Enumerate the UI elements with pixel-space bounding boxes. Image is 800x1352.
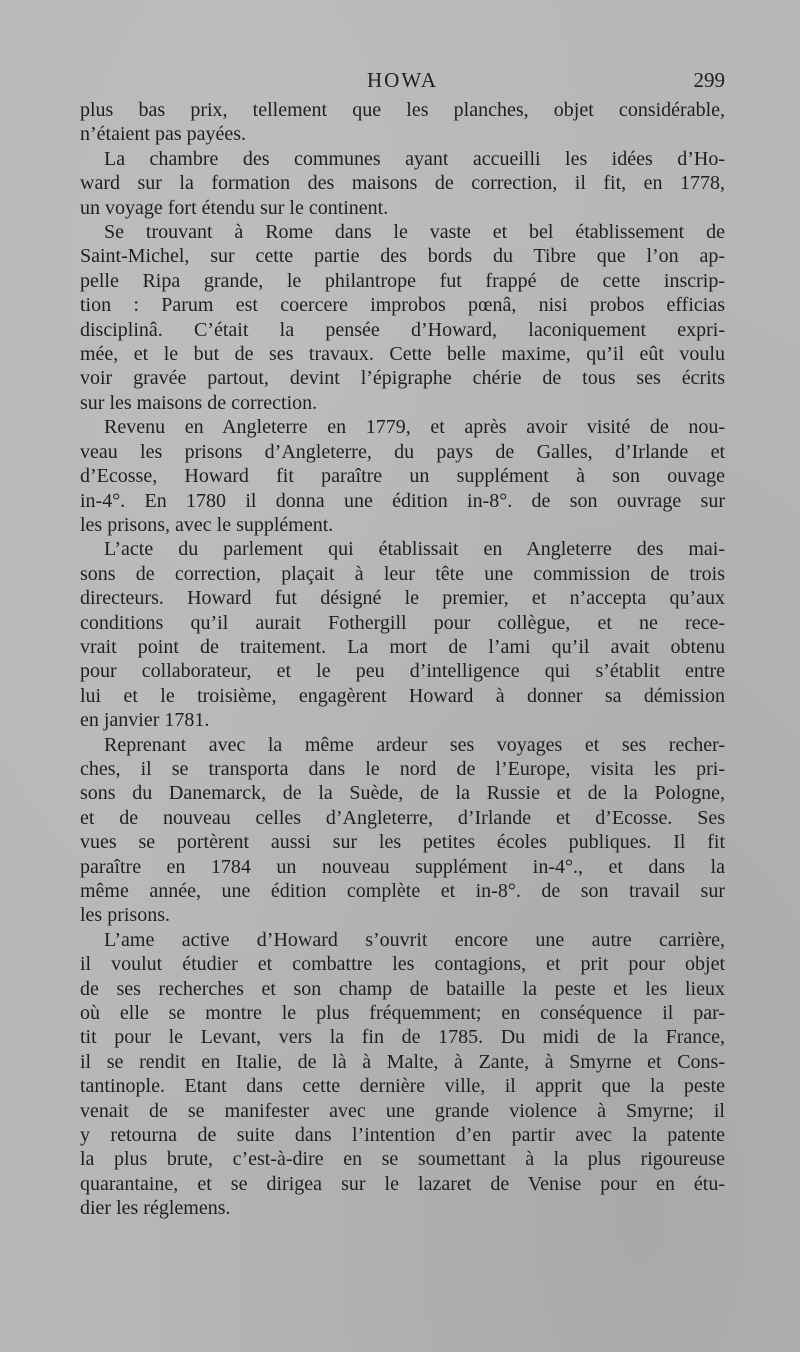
text-line: d’Ecosse, Howard fit paraître un supplément à son ouvage bbox=[80, 465, 725, 488]
paragraph bbox=[80, 220, 725, 415]
text-line: n’étaient pas payées. bbox=[80, 123, 247, 146]
text-line: ward sur la formation des maisons de correction, il fit, en 1778, bbox=[80, 172, 725, 195]
text-line: les prisons, avec le supplément. bbox=[80, 513, 334, 536]
text-line: venait de se manifester avec une grande violence à Smyrne; il bbox=[80, 1099, 725, 1122]
text-line: Revenu en Angleterre en 1779, et après avoir visité de nou- bbox=[104, 416, 725, 439]
body-text bbox=[80, 98, 725, 1221]
text-line: sons de correction, plaçait à leur tête une commission de trois bbox=[80, 562, 725, 585]
text-line: même année, une édition complète et in-8°. de son travail sur bbox=[80, 880, 725, 902]
book-page bbox=[80, 68, 725, 1221]
text-line: sur les maisons de correction. bbox=[80, 391, 318, 414]
text-line: plus bas prix, tellement que les planches, objet considérable, bbox=[80, 99, 725, 121]
text-line: paraître en 1784 un nouveau supplément in-4°., et dans la bbox=[80, 855, 725, 878]
text-line: voir gravée partout, devint l’épigraphe chérie de tous ses écrits bbox=[80, 367, 725, 390]
text-line: vrait point de traitement. La mort de l’ami qu’il avait obtenu bbox=[80, 635, 725, 658]
text-line: pelle Ripa grande, le philantrope fut frappé de cette inscrip- bbox=[80, 269, 725, 292]
text-line: conditions qu’il aurait Fothergill pour collègue, et ne rece- bbox=[80, 611, 725, 634]
paragraph bbox=[80, 733, 725, 928]
text-line: en janvier 1781. bbox=[80, 709, 210, 732]
text-line: pour collaborateur, et le peu d’intelligence qui s’établit entre bbox=[80, 660, 725, 683]
text-line: un voyage fort étendu sur le continent. bbox=[80, 196, 389, 219]
text-line: lui et le troisième, engagèrent Howard à donner sa démission bbox=[80, 684, 725, 707]
text-line: La chambre des communes ayant accueilli les idées d’Ho- bbox=[104, 147, 725, 170]
text-line: tion : Parum est coercere improbos pœnâ, nisi probos efficias bbox=[80, 294, 725, 317]
text-line: L’ame active d’Howard s’ouvrit encore une autre carrière, bbox=[104, 928, 725, 951]
text-line: ches, il se transporta dans le nord de l’Europe, visita les pri- bbox=[80, 757, 725, 780]
text-line: et de nouveau celles d’Angleterre, d’Irlande et d’Ecosse. Ses bbox=[80, 806, 725, 829]
text-line: tantinople. Etant dans cette dernière ville, il apprit que la peste bbox=[80, 1075, 725, 1098]
page-header bbox=[80, 68, 725, 98]
text-line: il voulut étudier et combattre les contagions, et prit pour objet bbox=[80, 953, 725, 976]
paragraph bbox=[80, 147, 725, 220]
paragraph bbox=[80, 537, 725, 732]
text-line: de ses recherches et son champ de bataille la peste et les lieux bbox=[80, 977, 725, 1000]
text-line: y retourna de suite dans l’intention d’en partir avec la patente bbox=[80, 1124, 725, 1147]
text-line: disciplinâ. C’était la pensée d’Howard, laconiquement expri- bbox=[80, 318, 725, 341]
text-line: vues se portèrent aussi sur les petites écoles publiques. Il fit bbox=[80, 831, 725, 854]
text-line: mée, et le but de ses travaux. Cette belle maxime, qu’il eût voulu bbox=[80, 343, 725, 366]
running-head: HOWA bbox=[367, 68, 438, 92]
page-number: 299 bbox=[693, 68, 725, 92]
text-line: où elle se montre le plus fréquemment; en conséquence il par- bbox=[80, 1002, 725, 1025]
text-line: tit pour le Levant, vers la fin de 1785. Du midi de la France, bbox=[80, 1026, 725, 1049]
text-line: sons du Danemarck, de la Suède, de la Russie et de la Pologne, bbox=[80, 782, 725, 805]
text-line: la plus brute, c’est-à-dire en se soumettant à la plus rigoureuse bbox=[80, 1148, 725, 1171]
text-line: L’acte du parlement qui établissait en Angleterre des mai- bbox=[104, 538, 725, 561]
paragraph bbox=[80, 98, 725, 147]
paragraph bbox=[80, 415, 725, 537]
text-line: Saint-Michel, sur cette partie des bords du Tibre que l’on ap- bbox=[80, 245, 725, 268]
text-line: quarantaine, et se dirigea sur le lazaret de Venise pour en étu- bbox=[80, 1172, 725, 1195]
text-line: Se trouvant à Rome dans le vaste et bel établissement de bbox=[104, 221, 725, 244]
text-line: directeurs. Howard fut désigné le premier, et n’accepta qu’aux bbox=[80, 587, 725, 610]
paragraph bbox=[80, 928, 725, 1221]
text-line: dier les réglemens. bbox=[80, 1197, 231, 1220]
text-line: in-4°. En 1780 il donna une édition in-8°. de son ouvrage sur bbox=[80, 489, 725, 512]
text-line: Reprenant avec la même ardeur ses voyages et ses recher- bbox=[104, 733, 725, 756]
text-line: il se rendit en Italie, de là à Malte, à Zante, à Smyrne et Cons- bbox=[80, 1050, 725, 1073]
text-line: veau les prisons d’Angleterre, du pays de Galles, d’Irlande et bbox=[80, 440, 725, 463]
text-line: les prisons. bbox=[80, 904, 170, 927]
